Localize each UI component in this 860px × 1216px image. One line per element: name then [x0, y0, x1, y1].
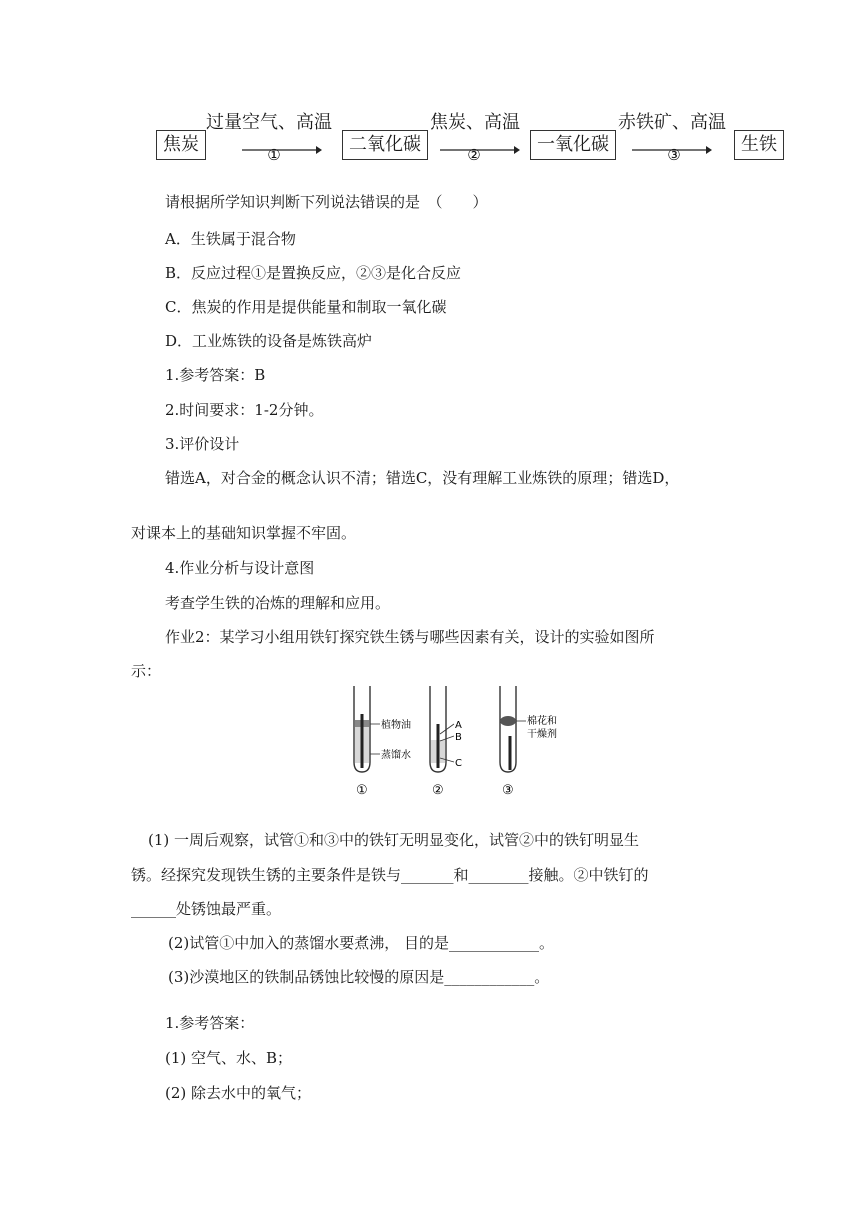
label-b: B: [455, 732, 462, 743]
flow-condition-1: 过量空气、高温: [206, 112, 332, 133]
flow-box-co2: 二氧化碳: [342, 130, 428, 160]
q1-eval-line1: 错选A，对合金的概念认识不清；错选C，没有理解工业炼铁的原理；错选D，: [165, 469, 680, 487]
q1-analysis-title: 4.作业分析与设计意图: [165, 559, 315, 577]
q1-answer: 1.参考答案：B: [165, 366, 266, 384]
label-desiccant: 干燥剂: [527, 729, 557, 740]
flow-arrow-2: [440, 140, 520, 164]
q2-intro-line1: 作业2：某学习小组用铁钉探究铁生锈与哪些因素有关，设计的实验如图所: [165, 628, 655, 646]
test-tube-figure: [340, 684, 570, 800]
test-tube-2: [430, 686, 462, 798]
q2-answer-title: 1.参考答案：: [165, 1014, 255, 1032]
test-tube-3: [500, 686, 557, 798]
tube-number-2: ②: [432, 783, 444, 798]
q2-answer-1: (1) 空气、水、B；: [165, 1049, 293, 1067]
flow-condition-2: 焦炭、高温: [430, 112, 520, 133]
q2-part1-line2: 锈。经探究发现铁生锈的主要条件是铁与_______和________接触。②中铁钉的: [131, 866, 649, 884]
q1-eval-title: 3.评价设计: [165, 435, 240, 453]
flow-step-1: ①: [267, 146, 281, 164]
label-distilled-water: 蒸馏水: [381, 750, 411, 761]
flow-step-3: ③: [667, 146, 681, 164]
q1-stem: 请根据所学知识判断下列说法错误的是 （ ）: [165, 193, 488, 211]
flow-condition-3: 赤铁矿、高温: [618, 112, 726, 133]
q1-eval-line2: 对课本上的基础知识掌握不牢固。: [131, 524, 357, 542]
q1-option-a: A．生铁属于混合物: [165, 230, 296, 248]
q1-time: 2.时间要求：1-2分钟。: [165, 401, 324, 419]
q1-option-d: D．工业炼铁的设备是炼铁高炉: [165, 332, 373, 350]
q2-intro-line2: 示：: [131, 662, 162, 680]
flow-box-coke: 焦炭: [156, 130, 206, 160]
q2-answer-2: (2) 除去水中的氧气；: [165, 1084, 312, 1102]
flow-box-co: 一氧化碳: [530, 130, 616, 160]
iron-smelting-flowchart: [150, 112, 790, 184]
q2-part1-line3: ______处锈蚀最严重。: [131, 900, 282, 918]
label-plant-oil: 植物油: [381, 720, 411, 731]
tube-number-3: ③: [502, 783, 514, 798]
q1-analysis-text: 考查学生铁的冶炼的理解和应用。: [165, 594, 391, 612]
q2-part3: (3)沙漠地区的铁制品锈蚀比较慢的原因是____________。: [168, 968, 550, 986]
flow-box-pig-iron: 生铁: [734, 130, 784, 160]
cotton-desiccant: [500, 716, 516, 726]
q1-option-b: B．反应过程①是置换反应，②③是化合反应: [165, 264, 462, 282]
label-a: A: [455, 720, 462, 731]
test-tube-1: [354, 686, 411, 798]
q1-option-c: C．焦炭的作用是提供能量和制取一氧化碳: [165, 298, 447, 316]
flow-step-2: ②: [467, 146, 481, 164]
label-cotton: 棉花和: [527, 716, 557, 727]
label-c: C: [455, 758, 462, 769]
flow-arrow-3: [632, 140, 712, 164]
q2-part1-line1: (1) 一周后观察，试管①和③中的铁钉无明显变化，试管②中的铁钉明显生: [148, 831, 640, 849]
flow-arrow-1: [242, 140, 322, 164]
tube-number-1: ①: [356, 783, 368, 798]
q2-part2: (2)试管①中加入的蒸馏水要煮沸， 目的是____________。: [168, 934, 555, 952]
